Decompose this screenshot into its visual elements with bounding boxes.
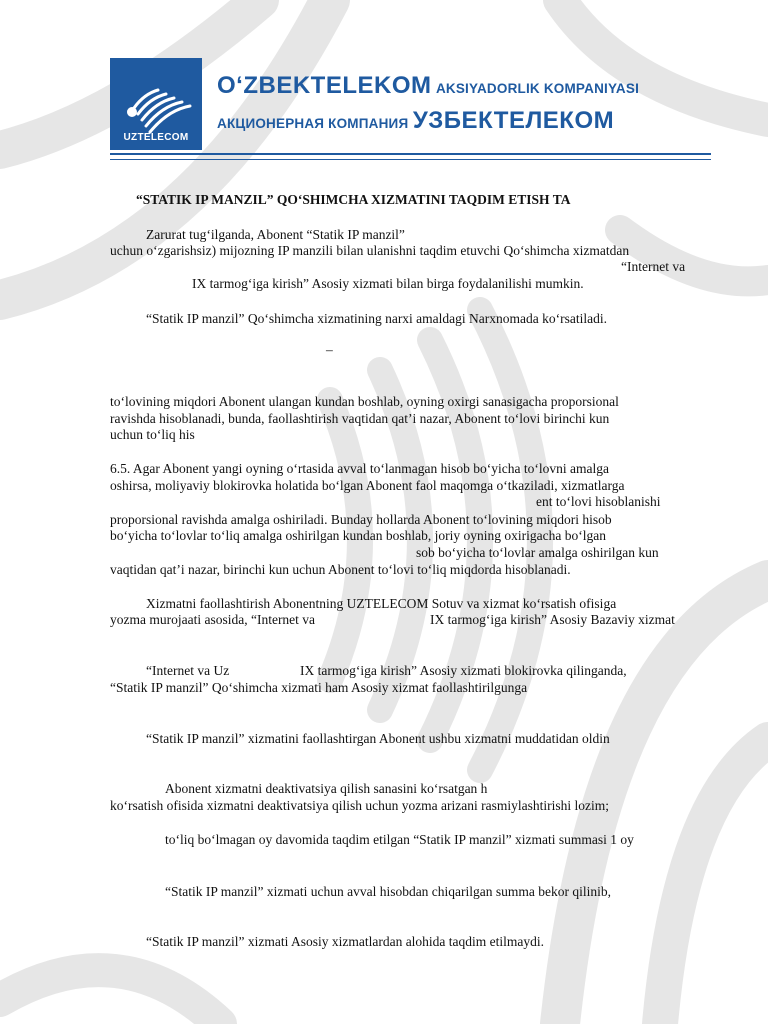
text-line: ent to‘lovi hisoblanishi [536,494,661,509]
text-line: “Statik IP manzil” Qo‘shimcha xizmati ham Asosiy xizmat faollashtirilgunga [110,680,528,695]
text-line: oshirsa, moliyaviy blokirovka holatida bo‘lgan Abonent faol maqomga o‘tkaziladi, xizmatlarga [110,478,625,493]
text-line: to‘liq bo‘lmagan oy davomida taqdim etilgan “Statik IP manzil” xizmati summasi 1 oy [165,832,634,847]
text-line: – [326,342,333,357]
text-line: “Statik IP manzil” Qo‘shimcha xizmatining narxi amaldagi Narxnomada ko‘rsatiladi. [146,311,607,326]
text-line: vaqtidan qat’i nazar, birinchi kun uchun Abonent to‘lovi to‘liq miqdorda hisoblanadi. [110,562,571,577]
text-line: “Internet va Uz [146,663,230,678]
text-line: “Statik IP manzil” xizmati Asosiy xizmatlardan alohida taqdim etilmaydi. [146,934,545,949]
text-line: yozma murojaati asosida, “Internet va [110,612,316,627]
text-line: Zarurat tug‘ilganda, Abonent “Statik IP manzil” [146,227,405,242]
text-line: IX tarmog‘iga kirish” Asosiy xizmati blokirovka qilinganda, [300,663,627,678]
text-line: ko‘rsatish ofisida xizmatni deaktivatsiya qilish uchun yozma arizani rasmiylashtirishi lozim; [110,798,610,813]
text-line: to‘lovining miqdori Abonent ulangan kundan boshlab, oyning oxirgi sanasigacha proporsional [110,394,619,409]
text-line: ravishda hisoblanadi, bunda, faollashtirish vaqtidan qat’i nazar, Abonent to‘lovi birinchi kun [110,411,610,426]
text-line: Xizmatni faollashtirish Abonentning UZTELECOM Sotuv va xizmat ko‘rsatish ofisiga [146,596,617,611]
brand-suffix-latin: AKSIYADORLIK KOMPANIYASI [435,81,640,96]
text-line: “Internet va [621,259,686,274]
text-line: IX tarmog‘iga kirish” Asosiy Bazaviy xizmat [430,612,675,627]
document-title: “STATIK IP MANZIL” QO‘SHIMCHA XIZMATINI TAQDIM ETISH TA [136,192,571,207]
text-line: proporsional ravishda amalga oshiriladi. Bunday hollarda Abonent to‘lovining miqdori hisob [110,512,612,527]
text-line: Abonent xizmatni deaktivatsiya qilish sanasini ko‘rsatgan h [165,781,488,796]
text-line: 6.5. Agar Abonent yangi oyning o‘rtasida avval to‘lanmagan hisob bo‘yicha to‘lovni amalga [110,461,610,476]
text-line: sob bo‘yicha to‘lovlar amalga oshirilgan kun [416,545,659,560]
text-line: IX tarmog‘iga kirish” Asosiy xizmati bilan birga foydalanilishi mumkin. [192,276,584,291]
text-line: “Statik IP manzil” xizmati uchun avval hisobdan chiqarilgan summa bekor qilinib, [165,884,612,899]
brand-name-cyrillic: УЗБЕКТЕЛЕКОМ [412,107,615,134]
text-line: bo‘yicha to‘lovlar to‘liq amalga oshirilgan kundan boshlab, joriy oyning oxirigacha bo‘lgan [110,528,607,543]
brand-prefix-cyrillic: АКЦИОНЕРНАЯ КОМПАНИЯ [217,116,409,131]
text-line: “Statik IP manzil” xizmatini faollashtirgan Abonent ushbu xizmatni muddatidan oldin [146,731,610,746]
text-line: uchun o‘zgarishsiz) mijozning IP manzili bilan ulanishni taqdim etuvchi Qo‘shimcha xizmatdan [110,243,630,258]
text-line: uchun to‘liq his [110,427,195,442]
brand-name-latin: O‘ZBEKTELEKOM [217,72,432,99]
logo-text: UZTELECOM [123,132,189,143]
